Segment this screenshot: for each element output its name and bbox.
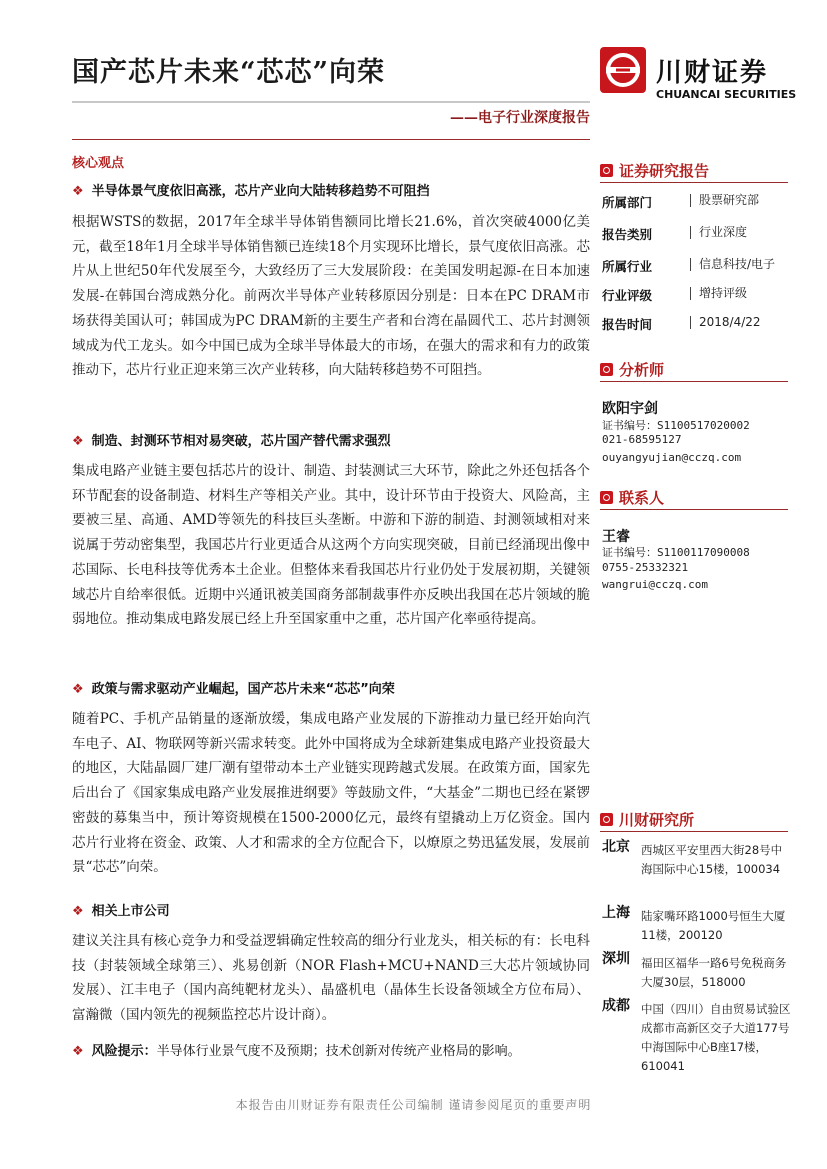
brand-name-en: CHUANCAI SECURITIES xyxy=(656,88,797,101)
chuancai-logo-icon xyxy=(600,47,646,93)
diamond-bullet-icon: ❖ xyxy=(72,184,84,199)
diamond-bullet-icon: ❖ xyxy=(72,682,84,697)
report-info-heading: 证券研究报告 xyxy=(600,160,709,181)
office-city-beijing: 北京 xyxy=(602,839,630,855)
contact-cert: 证书编号：S1100117090008 xyxy=(602,546,750,559)
office-address-shanghai: 陆家嘴环路1000号恒生大厦11楼，200120 xyxy=(641,909,786,942)
office-address-chengdu: 中国（四川）自由贸易试验区成都市高新区交子大道177号中海国际中心B座17楼，610041 xyxy=(641,1002,791,1073)
office-city-shanghai: 上海 xyxy=(602,905,630,921)
paragraph-2: 集成电路产业链主要包括芯片的设计、制造、封装测试三大环节，除此之外还包括各个环节配套的设备制造、材料生产等相关产业。其中，设计环节由于投资大、风险高，主要被三星、高通、AMD等领先的科技巨头垄断。中游和下游的制造、封测领域相对来说属于劳动密集型，我国芯片行业更适合从这两个方向实现突破，目前已经涌现出像中芯国际、长电科技等优秀本土企业。但整体来看我国芯片行业仍处于发展初期，关键领域芯片自给率很低。近期中兴通讯被美国商务部制裁事件亦反映出我国在芯片领域的脆弱地位。推动集成电路发展已经上升至国家重中之重，芯片国产化率亟待提高。 xyxy=(72,463,590,628)
paragraph-3: 随着PC、手机产品销量的逐渐放缓，集成电路产业发展的下游推动力量已经开始向汽车电子、AI、物联网等新兴需求转变。此外中国将成为全球新建集成电路产业投资最大的地区，大陆晶圆厂建厂潮有望带动本土产业链实现跨越式发展。在政策方面，国家先后出台了《国家集成电路产业发展推进纲要》等鼓励文件，“大基金”二期也已经在紧锣密鼓的募集当中，预计筹资规模在1500-2000亿元，最终有望撬动上万亿资金。国内芯片行业将在资金、政策、人才和需求的全方位配合下，以燎原之势迅猛发展，发展前景“芯芯”向荣。 xyxy=(72,711,590,876)
sidebar-divider xyxy=(600,182,788,183)
report-title: 国产芯片未来“芯芯”向荣 xyxy=(72,57,386,88)
contact-heading: 联系人 xyxy=(600,487,664,508)
info-value-industry: 信息科技/电子 xyxy=(690,258,775,271)
diamond-bullet-icon: ❖ xyxy=(72,434,84,449)
section-marker-icon xyxy=(600,164,613,177)
office-city-shenzhen: 深圳 xyxy=(602,951,630,967)
analyst-email[interactable]: ouyangyujian@cczq.com xyxy=(602,451,742,464)
brand-name-cn: 川财证券 xyxy=(656,58,769,88)
paragraph-1: 根据WSTS的数据，2017年全球半导体销售额同比增长21.6%，首次突破4000亿美元，截至18年1月全球半导体销售额已连续18个月实现环比增长，景气度依旧高涨。芯片从上世纪50年代发展至今，大致经历了三大发展阶段：在美国发明起源-在日本加速发展-在韩国台湾成熟分化。前两次半导体产业转移原因分别是：日本在PC DRAM市场获得美国认可；韩国成为PC DRAM新的主要生产者和台湾在晶圆代工、芯片封测领域成为代工龙头。如今中国已成为全球半导体最大的市场，在强大的需求和有力的政策推动下，芯片行业正迎来第三次产业转移，向大陆转移趋势不可阻挡。 xyxy=(72,214,590,379)
analyst-cert: 证书编号：S1100517020002 xyxy=(602,419,750,432)
bullet-heading-4: ❖ 相关上市公司 xyxy=(72,904,170,919)
info-label-date: 报告时间 xyxy=(602,317,653,332)
analyst-name: 欧阳宇剑 xyxy=(602,401,658,417)
diamond-bullet-icon: ❖ xyxy=(72,904,84,919)
bullet-heading-1: ❖ 半导体景气度依旧高涨，芯片产业向大陆转移趋势不可阻挡 xyxy=(72,184,430,199)
sidebar-divider xyxy=(600,831,788,832)
bullet-heading-2: ❖ 制造、封测环节相对易突破，芯片国产替代需求强烈 xyxy=(72,434,391,449)
contact-name: 王睿 xyxy=(602,529,630,545)
analyst-phone: 021-68595127 xyxy=(602,433,682,446)
diamond-bullet-icon: ❖ xyxy=(72,1044,84,1059)
section-marker-icon xyxy=(600,491,613,504)
info-value-rating: 增持评级 xyxy=(690,287,747,300)
report-subtitle: ——电子行业深度报告 xyxy=(450,110,590,126)
institute-heading: 川财研究所 xyxy=(600,809,694,830)
footer-disclaimer: 本报告由川财证券有限责任公司编制 谨请参阅尾页的重要声明 xyxy=(235,1098,592,1112)
section-marker-icon xyxy=(600,363,613,376)
content-divider xyxy=(72,139,590,140)
info-value-department: 股票研究部 xyxy=(690,194,759,207)
core-view-heading: 核心观点 xyxy=(72,156,125,171)
paragraph-4: 建议关注具有核心竞争力和受益逻辑确定性较高的细分行业龙头，相关标的有：长电科技（封装领域全球第三）、兆易创新（NOR Flash+MCU+NAND三大芯片领域协同发展）、江丰电子（国内高纯靶材龙头）、晶盛机电（晶体生长设备领域全方位布局）、富瀚微（国内领先的视频监控芯片设计商）。 xyxy=(72,933,590,1024)
office-address-shenzhen: 福田区福华一路6号免税商务大厦30层，518000 xyxy=(641,956,787,989)
contact-email[interactable]: wangrui@cczq.com xyxy=(602,578,708,591)
info-label-department: 所属部门 xyxy=(602,195,653,210)
info-label-rating: 行业评级 xyxy=(602,288,653,303)
office-city-chengdu: 成都 xyxy=(602,998,630,1014)
info-label-industry: 所属行业 xyxy=(602,259,653,274)
section-marker-icon xyxy=(600,813,613,826)
analyst-heading: 分析师 xyxy=(600,359,664,380)
info-label-category: 报告类别 xyxy=(602,227,653,242)
sidebar-divider xyxy=(600,509,788,510)
risk-warning: ❖ 风险提示：半导体行业景气度不及预期；技术创新对传统产业格局的影响。 xyxy=(72,1044,521,1059)
info-value-category: 行业深度 xyxy=(690,226,747,239)
info-value-date: 2018/4/22 xyxy=(690,316,761,329)
bullet-heading-3: ❖ 政策与需求驱动产业崛起，国产芯片未来“芯芯”向荣 xyxy=(72,682,395,697)
contact-phone: 0755-25332321 xyxy=(602,561,689,574)
office-address-beijing: 西城区平安里西大街28号中海国际中心15楼，100034 xyxy=(641,843,783,876)
sidebar-divider xyxy=(600,381,788,382)
title-divider xyxy=(72,101,590,103)
